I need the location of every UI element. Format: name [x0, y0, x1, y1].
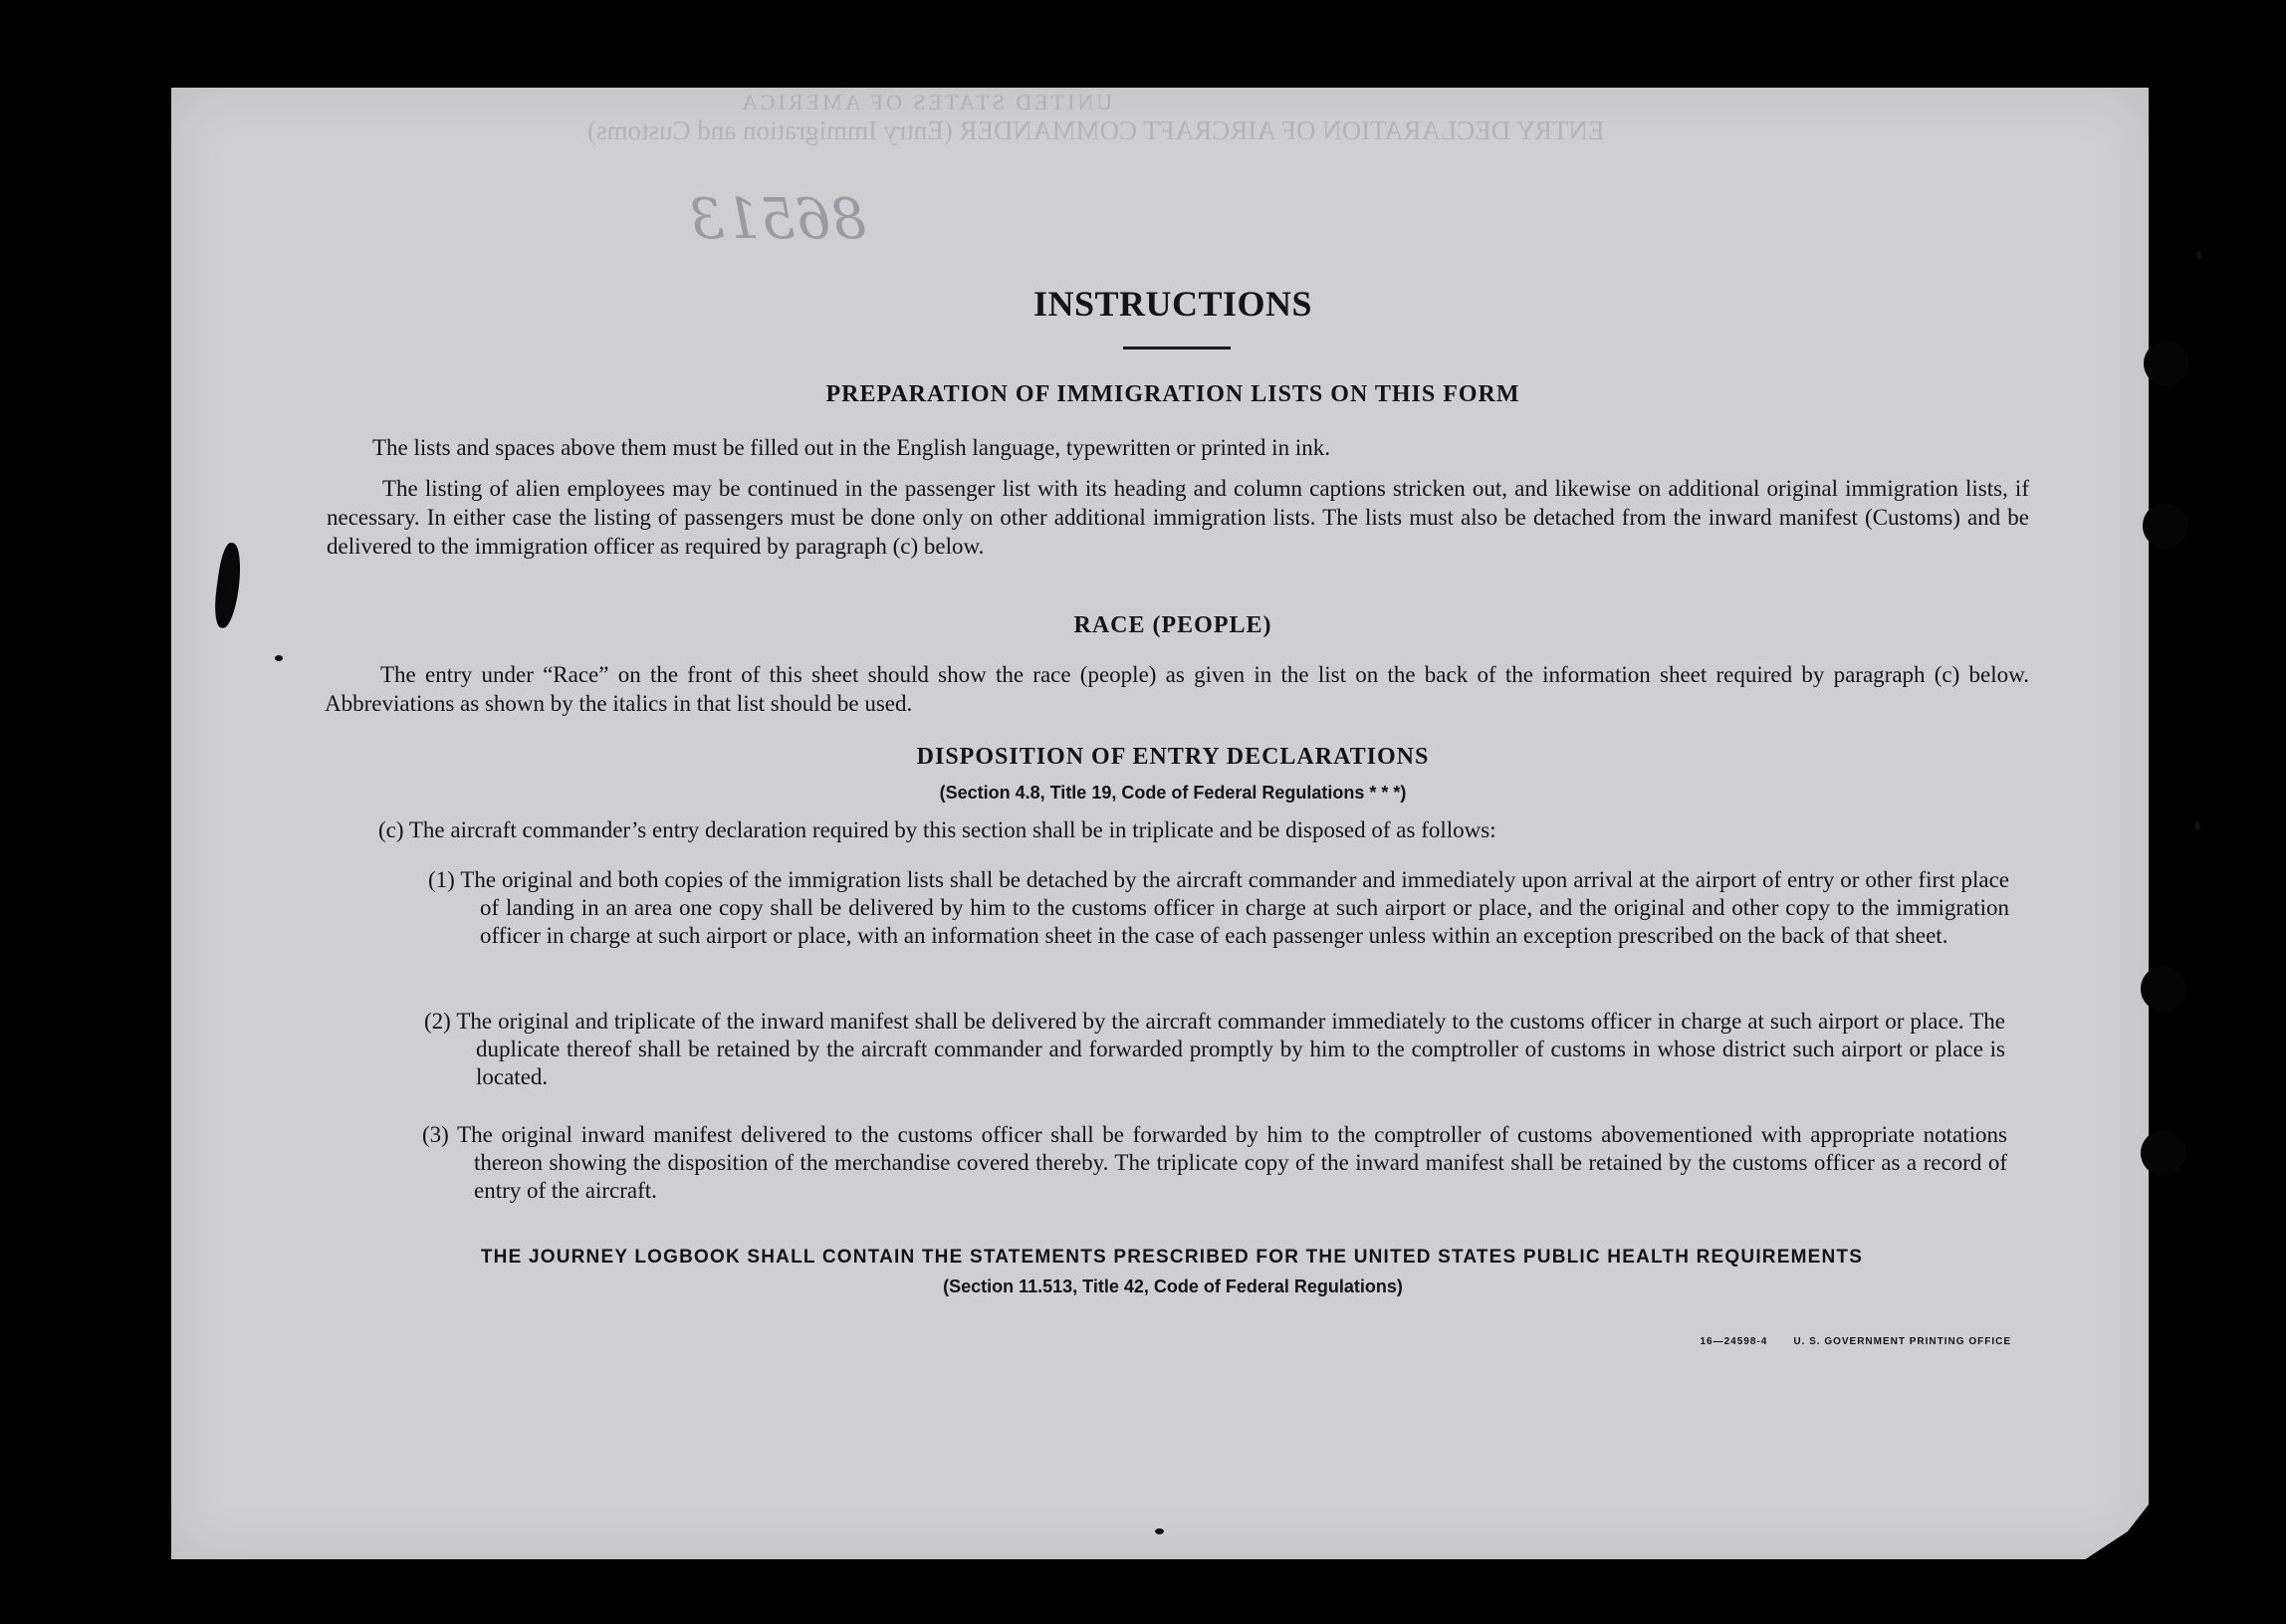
heading-disposition: DISPOSITION OF ENTRY DECLARATIONS — [916, 744, 1430, 770]
list-item: (2) The original and triplicate of the inward manifest shall be delivered by the aircraft commander immediately to the customs officer in charge at such airport or place. The duplicate thereof shall be retained by the aircraft commander and forwarded promptly by him to the comptroller of customs in whose district such airport or place is located. — [424, 1009, 2005, 1089]
ink-speck — [2196, 251, 2201, 260]
paragraph-language: The lists and spaces above them must be filled out in the English language, typewritten or printed in ink. — [372, 435, 1330, 460]
paragraph-race: The entry under “Race” on the front of this sheet should show the race (people) as given in the list on the back of the information sheet required by paragraph (c) below. Abbreviations as shown by the italics in that list should be used. — [325, 662, 2029, 716]
ink-speck — [2194, 821, 2200, 830]
printer-name: U. S. GOVERNMENT PRINTING OFFICE — [1793, 1336, 2011, 1347]
list-item: (3) The original inward manifest delivered to the customs officer shall be forwarded by him to the comptroller of customs abovementioned with appropriate notations thereon showing the disposition of the merchandise covered thereby. The triplicate copy of the inward manifest shall be retained by the customs officer as a record of entry of the aircraft. — [422, 1122, 2007, 1203]
ink-speck — [275, 655, 283, 661]
title-underline — [1123, 347, 1231, 349]
heading-race: RACE (PEOPLE) — [1073, 612, 1272, 638]
clause-c: (c) The aircraft commander’s entry declaration required by this section shall be in triplicate and be disposed of as follows: — [378, 817, 1496, 842]
torn-corner — [1545, 1382, 2286, 1624]
bleed-through-handwritten-number: 86513 — [689, 187, 867, 252]
printer-imprint — [1700, 1336, 2011, 1347]
heading-preparation: PREPARATION OF IMMIGRATION LISTS ON THIS FORM — [825, 381, 1520, 407]
bleed-through-subheader: ENTRY DECLARATION OF AIRCRAFT COMMANDER (Entry Immigration and Customs) — [587, 116, 1605, 145]
punch-hole-4 — [2141, 1130, 2186, 1176]
punch-hole-1 — [2144, 341, 2189, 386]
punch-hole-2 — [2143, 503, 2188, 549]
paragraph-alien-employees: The listing of alien employees may be continued in the passenger list with its heading and column captions stricken out, and likewise on additional original immigration lists, if necessary. In either case the listing of passengers must be done only on other additional immigration lists. The lists must also be detached from the inward manifest (Customs) and be delivered to the immigration officer as required by paragraph (c) below. — [327, 476, 2029, 559]
reference-title-19: (Section 4.8, Title 19, Code of Federal Regulations * * *) — [939, 783, 1407, 803]
bleed-through-header: UNITED STATES OF AMERICA — [739, 90, 1113, 115]
form-number: 16—24598-4 — [1700, 1336, 1768, 1347]
page-title: INSTRUCTIONS — [1032, 284, 1313, 324]
list-item: (1) The original and both copies of the immigration lists shall be detached by the aircraft commander and immediately upon arrival at the airport of entry or other first place of landing in an area one copy shall be delivered by him to the customs officer in charge at such airport or place, and the original and other copy to the immigration officer in charge at such airport or place, with an information sheet in the case of each passenger unless within an exception prescribed on the back of that sheet. — [428, 867, 2009, 948]
footer-reference: (Section 11.513, Title 42, Code of Federal Regulations) — [943, 1276, 1403, 1296]
ink-speck — [1155, 1528, 1164, 1534]
punch-hole-3 — [2141, 966, 2186, 1012]
footer-statement: THE JOURNEY LOGBOOK SHALL CONTAIN THE STATEMENTS PRESCRIBED FOR THE UNITED STATES PUBLIC HEALTH REQUIREMENTS — [480, 1247, 1864, 1268]
